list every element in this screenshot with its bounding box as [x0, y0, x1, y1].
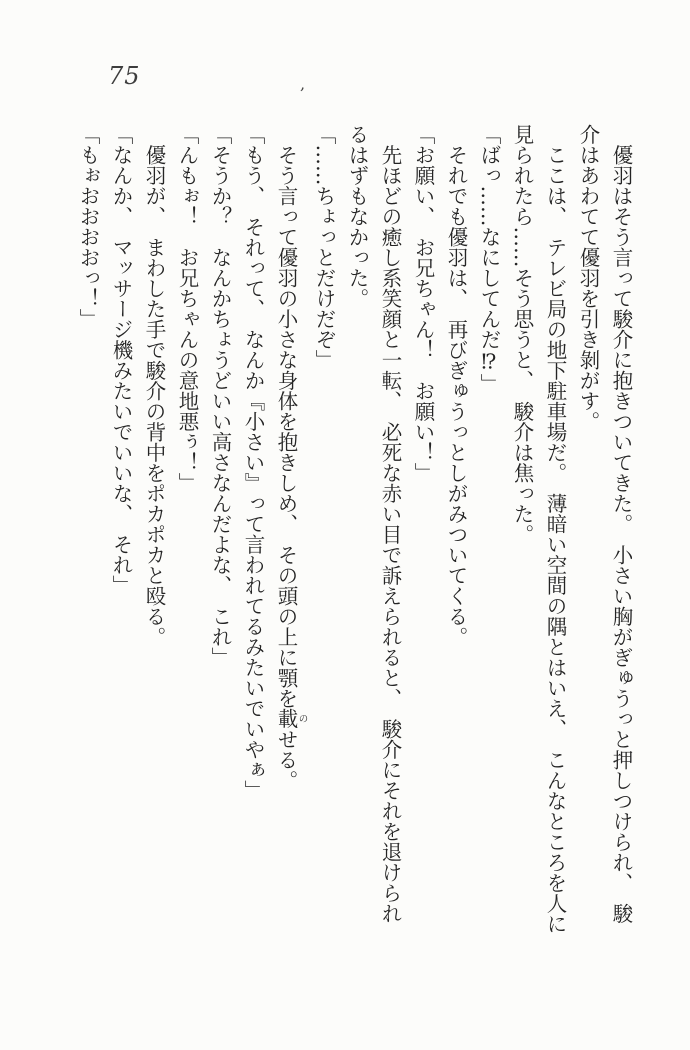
text-segment: せる。 — [274, 728, 298, 791]
text-line: 「お願い、 お兄ちゃん！ お願い！」 — [411, 124, 435, 483]
page-number: 75 — [108, 62, 141, 90]
ruby-text: の — [296, 708, 308, 729]
ruby-annotation — [274, 708, 308, 729]
text-line: 「んもぉ！ お兄ちゃんの意地悪ぅ！」 — [175, 124, 199, 493]
text-line: 「もぉおおおおっ！」 — [76, 124, 100, 329]
text-line: 先ほどの癒し系笑顔と一転、 必死な赤い目で訴えられると、 駿介にそれを退けられ — [378, 124, 402, 924]
novel-text — [71, 124, 637, 976]
text-line: 「ばっ……なにしてんだ⁉」 — [477, 124, 501, 394]
text-line: 「……ちょっとだけだぞ」 — [312, 124, 336, 370]
text-segment: そう言って優羽の小さな身体を抱きしめ、 その頭の上に顎を — [274, 124, 298, 709]
text-line: 「そうか？ なんかちょうどいい高さなんだよな、 これ」 — [208, 124, 232, 668]
text-line: それでも優羽は、 再びぎゅうっとしがみついてくる。 — [444, 124, 468, 647]
text-line — [269, 124, 307, 976]
text-line: 介はあわてて優羽を引き剝がす。 — [576, 124, 600, 432]
text-line: るはずもなかった。 — [345, 124, 369, 309]
text-line: ここは、 テレビ局の地下駐車場だ。 薄暗い空間の隅とはいえ、 こんなところを人に — [543, 124, 567, 934]
text-line: 「なんか、 マッサージ機みたいでいいな、 それ」 — [109, 124, 133, 596]
ruby-base: 載 — [274, 708, 298, 729]
text-line: 見られたら……そう思うと、 駿介は焦った。 — [510, 124, 534, 545]
scan-artifact-mark: ’ — [297, 83, 306, 104]
text-line: 優羽が、 まわした手で駿介の背中をポカポカと殴る。 — [142, 124, 166, 647]
text-line: 「もう、 それって、 なんか『小さい』って言われてるみたいでいやぁ」 — [241, 124, 265, 801]
text-line: 優羽はそう言って駿介に抱きついてきた。 小さい胸がぎゅうっと押しつけられ、 駿 — [609, 124, 633, 924]
